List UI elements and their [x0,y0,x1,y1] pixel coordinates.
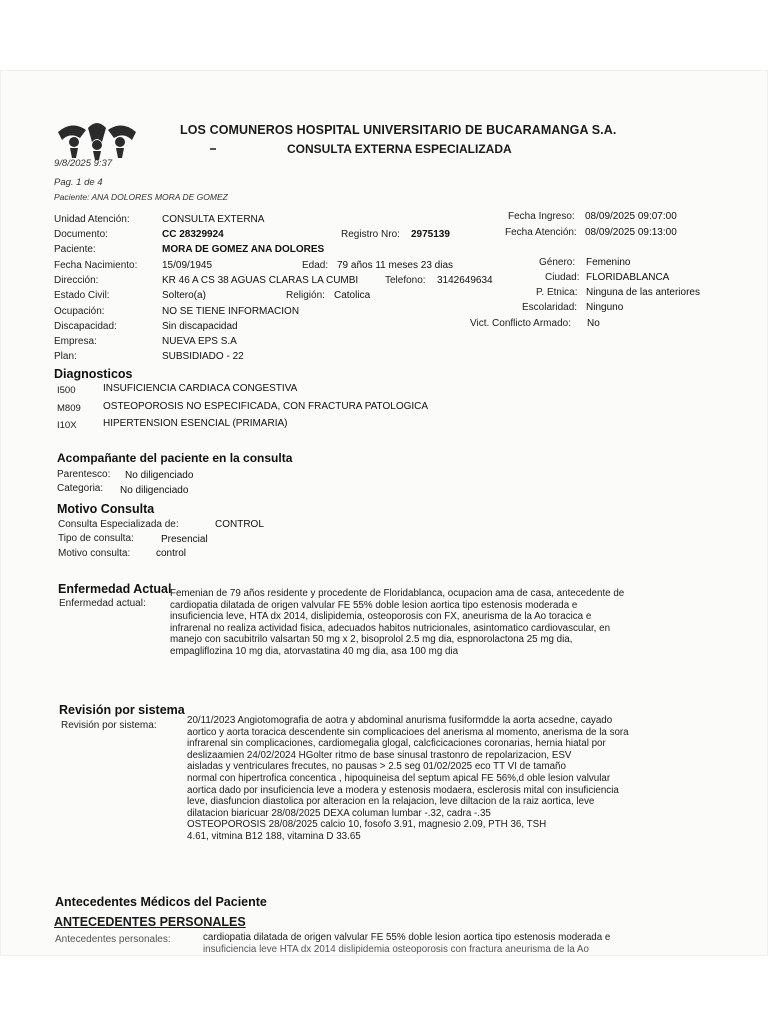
categoria-label: Categoria: [57,483,104,494]
consulta-especializada-value: CONTROL [215,519,264,530]
paciente-label: Paciente: [54,244,96,255]
unidad-value: CONSULTA EXTERNA [162,214,265,225]
diagnostico-desc: HIPERTENSION ESENCIAL (PRIMARIA) [103,418,288,429]
genero-value: Femenino [586,257,631,268]
antecedentes-text [203,932,610,955]
escolaridad-value: Ninguno [586,302,624,313]
text-line: infrarenal no realiza actividad fisica, adecuados habitos nutricionales, asintomatico cardiovascular, en [170,622,611,634]
conflicto-value: No [587,318,600,329]
unidad-label: Unidad Atención: [54,214,130,225]
acompanante-heading: Acompañante del paciente en la consulta [57,451,293,465]
text-line: aortico y aorta toracica descendente sin complicacioes del anerisma al momento, anerisma de la sora [187,726,629,738]
text-line: normal con hipertrofica concentica , hipoquineisa del septum apical FE 56%,d oble lesion valvular [187,772,611,784]
text-line: OSTEOPOROSIS 28/08/2025 calcio 10, fosofo 3.91, magnesio 2.09, PTH 36, TSH [187,819,547,831]
text-line: insuficiencia leve HTA dx 2014 dislipidemia osteoporosis con fractura aneurisma de la Ao [203,943,589,955]
parentesco-label: Parentesco: [57,469,111,480]
page-number: Pag. 1 de 4 [54,177,103,188]
registro-value: 2975139 [411,229,450,240]
conflicto-label: Vict. Conflicto Armado: [470,318,571,329]
text-line: deslizaamien 24/02/2024 HGolter ritmo de base sinusal trastonro de repolarizacion, ESV [187,749,572,761]
hospital-title: LOS COMUNEROS HOSPITAL UNIVERSITARIO DE BUCARAMANGA S.A. [180,123,617,137]
atencion-label: Fecha Atención: [505,227,577,238]
empresa-value: NUEVA EPS S.A [162,336,237,347]
documento-value: CC 28329924 [162,229,224,240]
edad-label: Edad: [302,260,329,271]
diagnosticos-heading: Diagnosticos [54,367,133,381]
text-line: manejo con sacubitrilo valsartan 50 mg x 2, bisoprolol 2.5 mg dia, espnorolactona 25 mg dia, [170,634,573,646]
text-line: empagliflozina 10 mg dia, atorvastatina 40 mg dia, asa 100 mg dia [170,645,459,657]
document-subtitle: CONSULTA EXTERNA ESPECIALIZADA [287,142,512,156]
revision-heading: Revisión por sistema [59,703,185,717]
text-line: 4.61, vitmina B12 188, vitamina D 33.65 [187,830,361,842]
patient-header-line: Paciente: ANA DOLORES MORA DE GOMEZ [54,192,228,202]
plan-value: SUBSIDIADO - 22 [162,351,244,362]
ciudad-label: Ciudad: [545,272,580,283]
telefono-label: Telefono: [385,275,426,286]
text-line: insuficiencia leve, HTA dx 2014, dislipidemia, osteoporosis con FX, aneurisma de la Ao toracica e [170,611,592,623]
enfermedad-heading: Enfermedad Actual [58,582,172,596]
revision-label: Revisión por sistema: [61,720,157,731]
direccion-value: KR 46 A CS 38 AGUAS CLARAS LA CUMBI [162,275,359,286]
discapacidad-label: Discapacidad: [54,321,117,332]
antecedentes-personales-heading: ANTECEDENTES PERSONALES [54,915,246,929]
text-line: cardiopatia dilatada de origen valvular FE 55% doble lesion aortica tipo estenosis moderada e [170,599,578,611]
diagnostico-desc: INSUFICIENCIA CARDIACA CONGESTIVA [103,383,298,394]
text-line: aisladas y ventriculares frecutes, no pausas > 2.5 seg 01/02/2025 eco TT VI de tamaño [187,761,566,773]
enfermedad-text [170,588,624,658]
discapacidad-value: Sin discapacidad [162,321,238,332]
religion-value: Catolica [334,290,371,301]
text-line: dilatacion biaricuar 28/08/2025 DEXA columan lumbar -.32, cadra -.35 [187,807,491,819]
nacimiento-value: 15/09/1945 [162,260,213,271]
escolaridad-label: Escolaridad: [522,302,578,313]
antecedentes-label: Antecedentes personales: [55,934,171,945]
ocupacion-value: NO SE TIENE INFORMACION [162,306,300,317]
ciudad-value: FLORIDABLANCA [586,272,670,283]
civil-value: Soltero(a) [162,290,206,301]
tipo-consulta-value: Presencial [161,534,208,545]
ingreso-value: 08/09/2025 09:07:00 [585,211,677,222]
documento-label: Documento: [54,229,108,240]
diagnostico-code: I10X [57,420,77,431]
document-page [0,70,768,956]
diagnostico-desc: OSTEOPOROSIS NO ESPECIFICADA, CON FRACTURA PATOLOGICA [103,401,429,412]
atencion-value: 08/09/2025 09:13:00 [585,227,677,238]
antecedentes-heading: Antecedentes Médicos del Paciente [55,895,267,909]
motivo-consulta-value: control [156,548,187,559]
tipo-consulta-label: Tipo de consulta: [58,533,134,544]
enfermedad-label: Enfermedad actual: [59,598,146,609]
text-line: infrarenal sin complicaciones, cardiomegalia glogal, calcficicaciones coronarias, hernia hiatal por [187,738,606,750]
telefono-value: 3142649634 [437,275,493,286]
ingreso-label: Fecha Ingreso: [508,211,575,222]
nacimiento-label: Fecha Nacimiento: [54,260,138,271]
edad-value: 79 años 11 meses 23 dias [337,260,454,271]
plan-label: Plan: [54,351,77,362]
categoria-value: No diligenciado [120,485,189,496]
text-line: aortica dado por insuficiencia leve a modera y estenosis modaera, esclerosis mital con insuficiencia [187,784,619,796]
genero-label: Género: [539,257,576,268]
diagnostico-code: I500 [57,385,76,396]
etnica-label: P. Etnica: [536,287,578,298]
parentesco-value: No diligenciado [125,470,194,481]
header-mark [210,148,216,150]
religion-label: Religión: [286,290,325,301]
revision-text [187,715,629,843]
text-line: cardiopatia dilatada de origen valvular FE 55% doble lesion aortica tipo estenosis moderada e [203,932,611,943]
text-line: Femenian de 79 años residente y procedente de Floridablanca, ocupacion ama de casa, antecedente de [170,588,625,599]
empresa-label: Empresa: [54,336,97,347]
motivo-heading: Motivo Consulta [57,502,155,516]
registro-label: Registro Nro: [341,229,400,240]
consulta-especializada-label: Consulta Especializada de: [58,519,179,530]
print-datetime: 9/8/2025 9:37 [54,158,113,169]
diagnostico-code: M809 [57,403,81,414]
hospital-logo [52,118,142,160]
direccion-label: Dirección: [54,275,99,286]
text-line: 20/11/2023 Angiotomografia de aotra y abdominal anurisma fusiformdde la aorta acsedne, cayado [187,715,613,726]
ocupacion-label: Ocupación: [54,306,105,317]
motivo-consulta-label: Motivo consulta: [58,548,131,559]
paciente-value: MORA DE GOMEZ ANA DOLORES [162,244,325,255]
text-line: leve, diasfuncion diastolica por alteracion en la relajacion, leve diltacion de la raiz aortica, leve [187,796,595,808]
civil-label: Estado Civil: [54,290,110,301]
etnica-value: Ninguna de las anteriores [586,287,700,298]
